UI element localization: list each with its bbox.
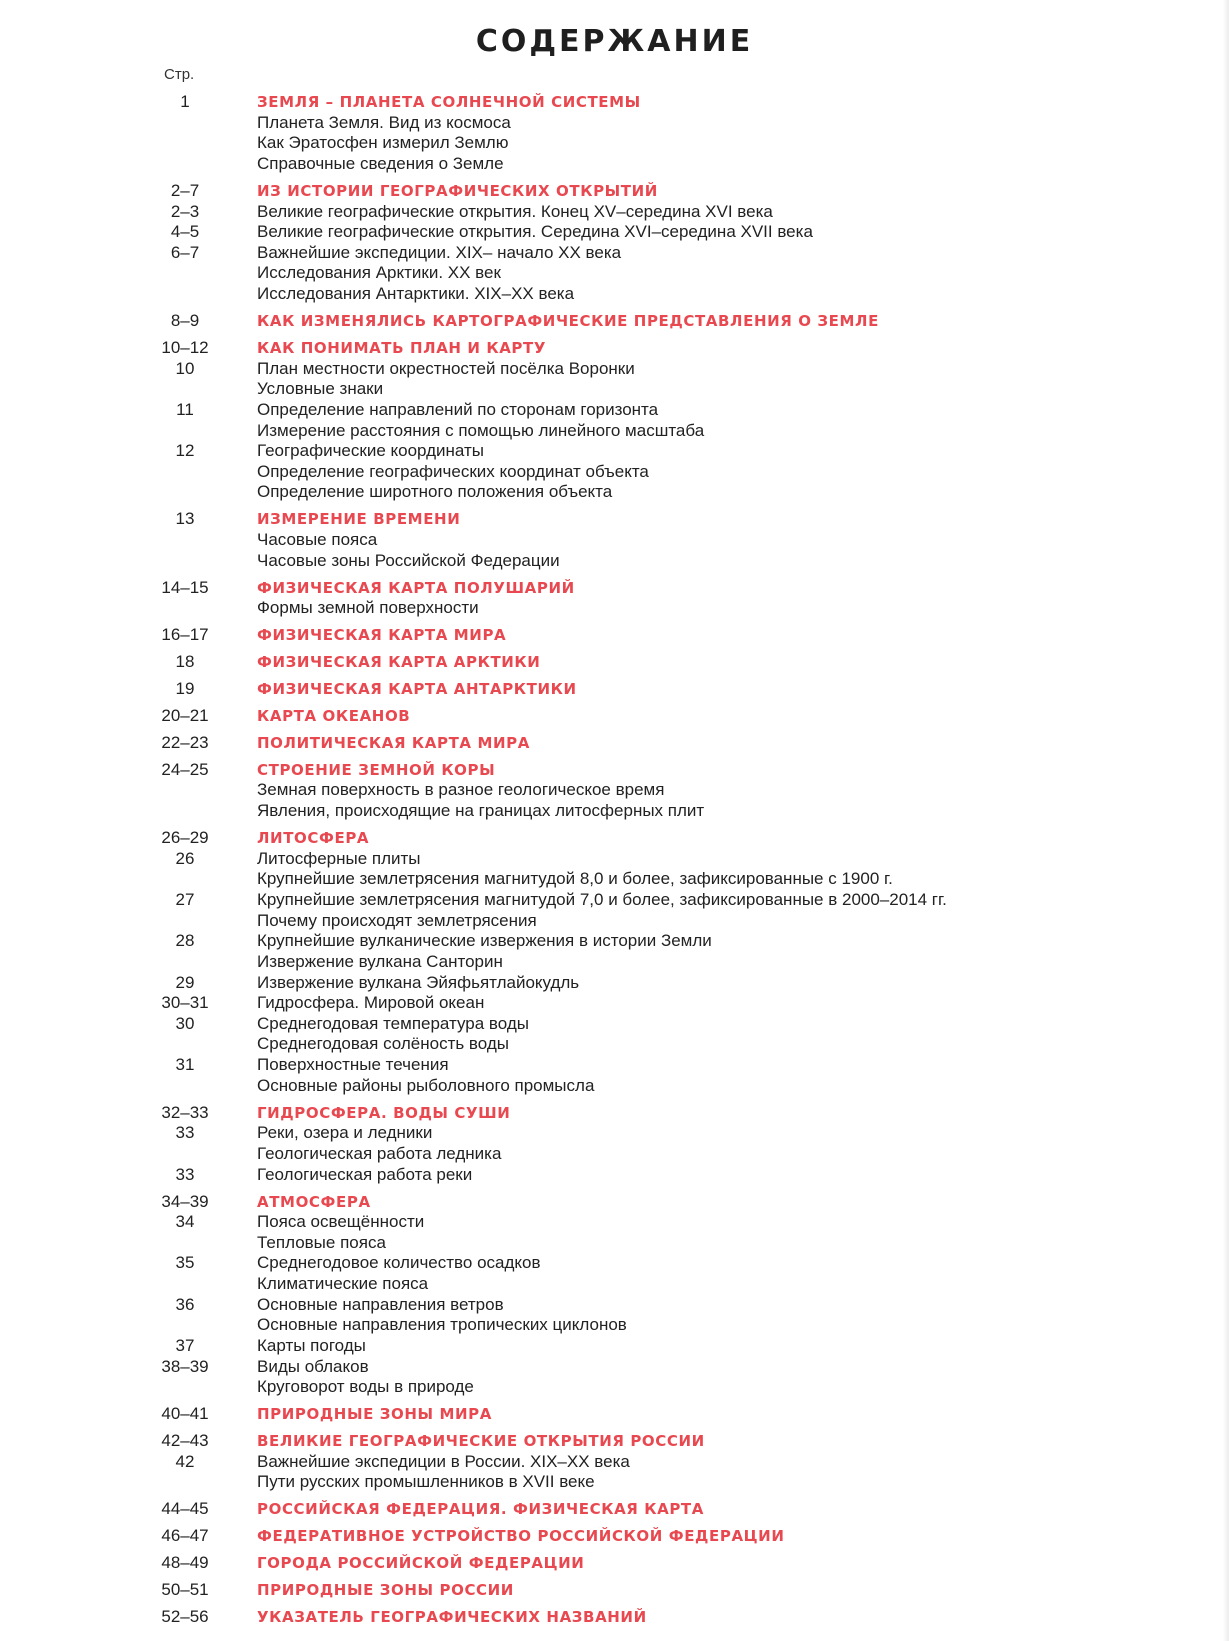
- toc-item-row: [0, 400, 1229, 421]
- toc-page-number: 38–39: [161, 1356, 209, 1376]
- toc-page-number: 10–12: [161, 337, 209, 357]
- toc-page-number: 14–15: [161, 577, 209, 597]
- toc-item-row: [0, 931, 1229, 952]
- toc-page-number: 40–41: [161, 1404, 209, 1424]
- toc-item-row: [0, 133, 1229, 154]
- toc-item-row: [0, 1315, 1229, 1336]
- toc-item-title: Пояса освещённости: [257, 1212, 425, 1232]
- toc-page-number: 19: [175, 679, 195, 699]
- toc-section-row: [0, 1404, 1229, 1425]
- toc-page-number: 6–7: [170, 242, 200, 262]
- toc-page-number: 50–51: [161, 1580, 209, 1600]
- toc-page-number: 12: [175, 441, 195, 461]
- toc-item-title: Великие географические открытия. Середина XVI–середина XVII века: [257, 222, 813, 242]
- toc-page-number: 48–49: [161, 1553, 209, 1573]
- toc-item-row: [0, 1336, 1229, 1357]
- toc-item-row: [0, 154, 1229, 175]
- toc-item-title: Формы земной поверхности: [257, 598, 479, 618]
- toc-item-title: Среднегодовая температура воды: [257, 1013, 529, 1033]
- toc-section-title: КАК ИЗМЕНЯЛИСЬ КАРТОГРАФИЧЕСКИЕ ПРЕДСТАВЛЕНИЯ О ЗЕМЛЕ: [257, 312, 879, 330]
- toc-page-number: 29: [175, 972, 195, 992]
- toc-page-number: 11: [176, 399, 194, 419]
- toc-section-row: [0, 311, 1229, 332]
- toc-section-title: ПОЛИТИЧЕСКАЯ КАРТА МИРА: [257, 733, 530, 752]
- toc-item-title: Крупнейшие землетрясения магнитудой 7,0 и более, зафиксированные в 2000–2014 гг.: [257, 889, 947, 909]
- toc-item-title: Литосферные плиты: [257, 848, 421, 868]
- toc-section-row: [0, 1103, 1229, 1124]
- toc-item-title: Карты погоды: [257, 1336, 366, 1356]
- toc-item-row: [0, 780, 1229, 801]
- toc-section-title: ГОРОДА РОССИЙСКОЙ ФЕДЕРАЦИИ: [257, 1554, 585, 1573]
- toc-item-row: [0, 801, 1229, 822]
- toc-page-number: 10: [175, 358, 195, 378]
- toc-page-number: 30–31: [161, 993, 209, 1013]
- toc-item-row: [0, 1076, 1229, 1097]
- table-of-contents: [0, 92, 1229, 1628]
- toc-item-title: Исследования Арктики. XX век: [257, 263, 501, 283]
- toc-page-number: 20–21: [161, 705, 209, 725]
- toc-item-title: Определение географических координат объекта: [257, 461, 649, 481]
- toc-section-title: ЛИТОСФЕРА: [257, 829, 370, 848]
- toc-item-row: [0, 243, 1229, 264]
- toc-item-title: Измерение расстояния с помощью линейного масштаба: [257, 420, 705, 440]
- toc-item-row: [0, 222, 1229, 243]
- toc-item-title: Великие географические открытия. Конец XV–середина XVI века: [257, 201, 773, 221]
- toc-item-row: [0, 1377, 1229, 1398]
- toc-page-number: 27: [175, 889, 195, 909]
- toc-item-title: Планета Земля. Вид из космоса: [257, 112, 511, 132]
- toc-page-number: 4–5: [170, 222, 200, 242]
- toc-item-row: [0, 993, 1229, 1014]
- toc-item-row: [0, 1295, 1229, 1316]
- toc-section-title: КАРТА ОКЕАНОВ: [257, 706, 411, 725]
- toc-section-row: [0, 706, 1229, 727]
- toc-item-title: Важнейшие экспедиции. XIX– начало XX века: [257, 242, 622, 262]
- toc-section-title: ГИДРОСФЕРА. ВОДЫ СУШИ: [257, 1103, 511, 1122]
- toc-item-title: Гидросфера. Мировой океан: [257, 993, 485, 1013]
- toc-item-row: [0, 263, 1229, 284]
- toc-page-number: 37: [175, 1336, 195, 1356]
- toc-item-row: [0, 849, 1229, 870]
- toc-item-title: Условные знаки: [257, 379, 384, 399]
- toc-item-row: [0, 890, 1229, 911]
- toc-item-title: Основные направления тропических циклонов: [257, 1315, 627, 1335]
- toc-section-row: [0, 92, 1229, 113]
- toc-item-title: Исследования Антарктики. XIX–XX века: [257, 284, 575, 304]
- toc-page-number: 33: [175, 1164, 195, 1184]
- toc-item-title: Поверхностные течения: [257, 1055, 449, 1075]
- toc-page-number: 1: [180, 92, 190, 111]
- toc-page-number: 8–9: [170, 311, 200, 330]
- toc-item-row: [0, 1055, 1229, 1076]
- toc-page-number: 35: [175, 1253, 195, 1273]
- toc-page-number: 18: [175, 652, 195, 672]
- toc-item-title: Круговорот воды в природе: [257, 1377, 474, 1397]
- toc-section-title: УКАЗАТЕЛЬ ГЕОГРАФИЧЕСКИХ НАЗВАНИЙ: [257, 1608, 647, 1627]
- toc-item-row: [0, 551, 1229, 572]
- toc-item-title: Тепловые пояса: [257, 1232, 386, 1252]
- toc-page-number: 52–56: [161, 1607, 209, 1627]
- toc-section-row: [0, 578, 1229, 599]
- toc-item-row: [0, 1123, 1229, 1144]
- toc-page-number: 31: [175, 1055, 195, 1075]
- toc-item-row: [0, 462, 1229, 483]
- toc-page-number: 30: [175, 1013, 195, 1033]
- toc-section-row: [0, 1526, 1229, 1547]
- toc-item-title: Явления, происходящие на границах литосферных плит: [257, 801, 705, 821]
- toc-section-row: [0, 679, 1229, 700]
- toc-page-number: 13: [175, 509, 195, 529]
- toc-item-title: Часовые зоны Российской Федерации: [257, 550, 560, 570]
- toc-item-row: [0, 1274, 1229, 1295]
- toc-item-row: [0, 911, 1229, 932]
- toc-page-number: 26–29: [161, 828, 209, 848]
- toc-section-title: КАК ПОНИМАТЬ ПЛАН И КАРТУ: [257, 338, 547, 357]
- toc-section-row: [0, 1499, 1229, 1520]
- toc-item-title: Крупнейшие вулканические извержения в истории Земли: [257, 931, 712, 951]
- toc-section-title: ЗЕМЛЯ – ПЛАНЕТА СОЛНЕЧНОЙ СИСТЕМЫ: [257, 93, 641, 111]
- toc-item-title: Определение направлений по сторонам горизонта: [257, 399, 659, 419]
- toc-item-title: Важнейшие экспедиции в России. XIX–XX века: [257, 1451, 630, 1471]
- toc-item-row: [0, 869, 1229, 890]
- toc-page-number: 42–43: [161, 1431, 209, 1451]
- toc-page-number: 36: [175, 1294, 195, 1314]
- toc-item-row: [0, 1253, 1229, 1274]
- toc-page-number: 28: [175, 931, 195, 951]
- toc-section-row: [0, 733, 1229, 754]
- toc-item-title: Как Эратосфен измерил Землю: [257, 133, 509, 153]
- toc-section-row: [0, 509, 1229, 530]
- toc-item-row: [0, 1472, 1229, 1493]
- toc-item-row: [0, 113, 1229, 134]
- toc-section-title: ФИЗИЧЕСКАЯ КАРТА ПОЛУШАРИЙ: [257, 578, 575, 597]
- toc-section-title: ВЕЛИКИЕ ГЕОГРАФИЧЕСКИЕ ОТКРЫТИЯ РОССИИ: [257, 1432, 705, 1451]
- toc-item-title: Пути русских промышленников в XVII веке: [257, 1472, 595, 1492]
- toc-page-number: 42: [175, 1451, 195, 1471]
- toc-item-row: [0, 1034, 1229, 1055]
- toc-section-row: [0, 625, 1229, 646]
- toc-item-row: [0, 284, 1229, 305]
- toc-page-number: 34–39: [161, 1191, 209, 1211]
- page-edge: [1223, 0, 1229, 1641]
- toc-item-row: [0, 1014, 1229, 1035]
- toc-item-title: Определение широтного положения объекта: [257, 482, 613, 502]
- toc-section-title: ФИЗИЧЕСКАЯ КАРТА АНТАРКТИКИ: [257, 680, 577, 699]
- toc-page-number: 22–23: [161, 732, 209, 752]
- page-title: СОДЕРЖАНИЕ: [475, 24, 754, 59]
- toc-item-row: [0, 379, 1229, 400]
- toc-item-title: Среднегодовая солёность воды: [257, 1034, 509, 1054]
- toc-section-row: [0, 828, 1229, 849]
- toc-section-title: ПРИРОДНЫЕ ЗОНЫ РОССИИ: [257, 1581, 514, 1600]
- toc-item-row: [0, 441, 1229, 462]
- toc-page-number: 44–45: [161, 1499, 209, 1519]
- toc-item-title: Извержение вулкана Эйяфьятлайокудль: [257, 972, 580, 992]
- toc-section-row: [0, 181, 1229, 202]
- toc-section-row: [0, 1607, 1229, 1628]
- toc-item-title: План местности окрестностей посёлка Воронки: [257, 358, 635, 378]
- toc-section-row: [0, 1553, 1229, 1574]
- toc-item-row: [0, 359, 1229, 380]
- toc-item-row: [0, 1233, 1229, 1254]
- toc-item-row: [0, 421, 1229, 442]
- toc-section-title: ФИЗИЧЕСКАЯ КАРТА МИРА: [257, 626, 507, 645]
- toc-page-number: 2–3: [170, 201, 200, 221]
- toc-section-title: СТРОЕНИЕ ЗЕМНОЙ КОРЫ: [257, 760, 496, 779]
- toc-item-title: Часовые пояса: [257, 530, 378, 549]
- toc-item-row: [0, 598, 1229, 619]
- toc-section-title: ИЗ ИСТОРИИ ГЕОГРАФИЧЕСКИХ ОТКРЫТИЙ: [257, 181, 658, 200]
- toc-item-title: Геологическая работа реки: [257, 1164, 473, 1184]
- toc-section-row: [0, 652, 1229, 673]
- toc-section-row: [0, 1192, 1229, 1213]
- toc-section-row: [0, 1580, 1229, 1601]
- toc-section-title: ФИЗИЧЕСКАЯ КАРТА АРКТИКИ: [257, 653, 541, 672]
- toc-item-title: Крупнейшие землетрясения магнитудой 8,0 и более, зафиксированные с 1900 г.: [257, 869, 893, 889]
- toc-item-title: Основные направления ветров: [257, 1294, 504, 1314]
- toc-item-row: [0, 1144, 1229, 1165]
- toc-item-title: Виды облаков: [257, 1356, 369, 1376]
- toc-page-number: 24–25: [161, 759, 209, 779]
- toc-page-number: 26: [175, 848, 195, 868]
- toc-item-row: [0, 1357, 1229, 1378]
- toc-section-title: АТМОСФЕРА: [257, 1192, 371, 1211]
- toc-item-row: [0, 482, 1229, 503]
- toc-item-row: [0, 973, 1229, 994]
- toc-section-title: ИЗМЕРЕНИЕ ВРЕМЕНИ: [257, 510, 461, 529]
- toc-item-title: Земная поверхность в разное геологическое время: [257, 780, 665, 800]
- toc-item-title: Основные районы рыболовного промысла: [257, 1075, 595, 1095]
- toc-item-title: Геологическая работа ледника: [257, 1143, 502, 1163]
- toc-page-number: 33: [175, 1123, 195, 1143]
- toc-page-number: 32–33: [161, 1102, 209, 1122]
- toc-section-title: ФЕДЕРАТИВНОЕ УСТРОЙСТВО РОССИЙСКОЙ ФЕДЕРАЦИИ: [257, 1527, 785, 1546]
- toc-section-title: ПРИРОДНЫЕ ЗОНЫ МИРА: [257, 1405, 492, 1424]
- toc-item-row: [0, 202, 1229, 223]
- toc-page-number: 16–17: [161, 625, 209, 645]
- toc-item-row: [0, 1452, 1229, 1473]
- toc-item-title: Среднегодовое количество осадков: [257, 1253, 541, 1273]
- page-column-label: Стр.: [164, 66, 195, 83]
- toc-item-title: Справочные сведения о Земле: [257, 153, 504, 173]
- toc-item-row: [0, 1165, 1229, 1186]
- toc-page-number: 46–47: [161, 1526, 209, 1546]
- toc-item-title: Извержение вулкана Санторин: [257, 951, 503, 971]
- toc-section-row: [0, 338, 1229, 359]
- toc-page-number: 34: [175, 1212, 195, 1232]
- toc-item-row: [0, 530, 1229, 551]
- toc-item-title: Реки, озера и ледники: [257, 1123, 433, 1143]
- toc-item-title: Климатические пояса: [257, 1274, 429, 1294]
- toc-item-title: Почему происходят землетрясения: [257, 910, 537, 930]
- toc-section-title: РОССИЙСКАЯ ФЕДЕРАЦИЯ. ФИЗИЧЕСКАЯ КАРТА: [257, 1500, 704, 1519]
- toc-section-row: [0, 1431, 1229, 1452]
- toc-item-title: Географические координаты: [257, 441, 484, 461]
- toc-item-row: [0, 1212, 1229, 1233]
- toc-section-row: [0, 760, 1229, 781]
- toc-item-row: [0, 952, 1229, 973]
- toc-page-number: 2–7: [170, 180, 200, 200]
